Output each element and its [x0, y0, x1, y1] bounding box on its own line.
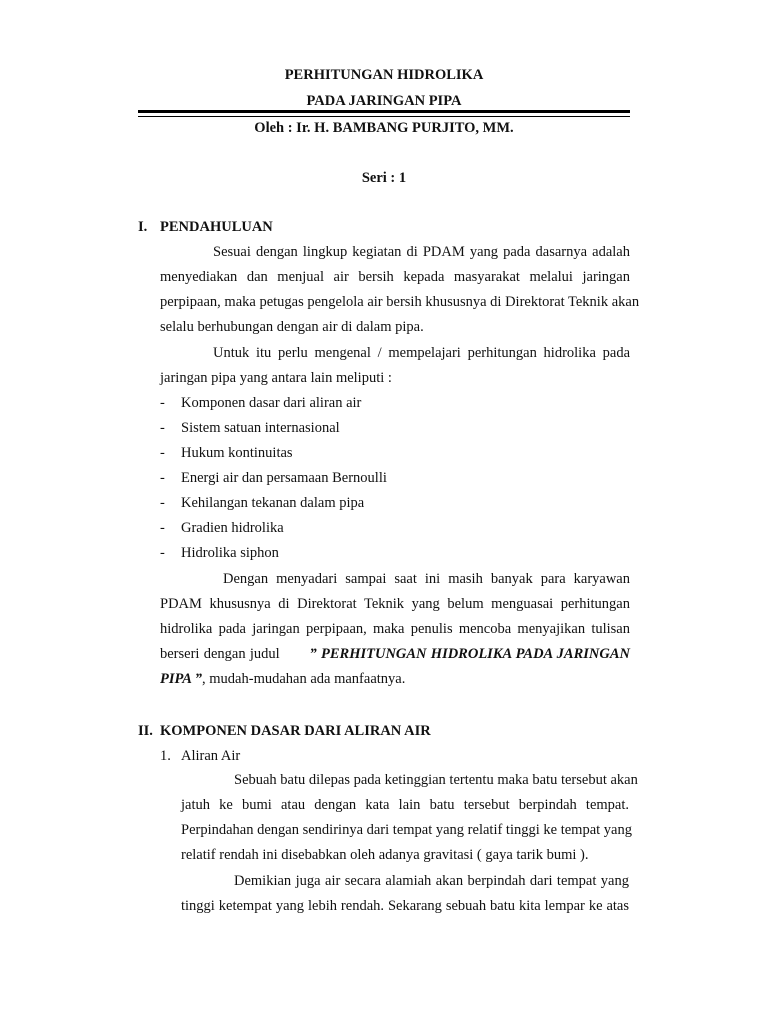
list-item: - Sistem satuan internasional [160, 420, 340, 436]
series-label: Seri : 1 [361, 170, 407, 186]
title-rule-thin [138, 116, 630, 117]
list-item: - Gradien hidrolika [160, 520, 284, 536]
paragraph-line: Demikian juga air secara alamiah akan berpindah dari tempat yang [234, 873, 629, 889]
paragraph-line: relatif rendah ini disebabkan oleh adanya gravitasi ( gaya tarik bumi ). [181, 847, 589, 863]
subsection-1-title: Aliran Air [181, 748, 241, 764]
title-rule-thick [138, 110, 630, 113]
document-title-line1: PERHITUNGAN HIDROLIKA [284, 67, 484, 83]
section-2-number: II. [138, 723, 153, 739]
paragraph-line: jaringan pipa yang antara lain meliputi : [160, 370, 392, 386]
paragraph-line: selalu berhubungan dengan air di dalam pipa. [160, 319, 424, 335]
list-item: - Energi air dan persamaan Bernoulli [160, 470, 387, 486]
paragraph-line: Perpindahan dengan sendirinya dari tempat yang relatif tinggi ke tempat yang [181, 822, 632, 838]
subsection-1-number: 1. [160, 748, 171, 764]
author-line: Oleh : Ir. H. BAMBANG PURJITO, MM. [254, 120, 514, 136]
paragraph-line: perpipaan, maka petugas pengelola air bersih khususnya di Direktorat Teknik akan [160, 294, 640, 310]
paragraph-line: Sebuah batu dilepas pada ketinggian tertentu maka batu tersebut akan [234, 772, 638, 788]
paragraph-text: , mudah-mudahan ada manfaatnya. [202, 671, 406, 687]
paragraph-line: PDAM khususnya di Direktorat Teknik yang belum menguasai perhitungan [160, 596, 630, 612]
document-title-line2: PADA JARINGAN PIPA [306, 93, 462, 109]
section-1-number: I. [138, 219, 148, 235]
paragraph-line: jatuh ke bumi atau dengan kata lain batu tersebut berpindah tempat. [181, 797, 629, 813]
list-item: - Kehilangan tekanan dalam pipa [160, 495, 365, 511]
document-title-quote: ” PERHITUNGAN HIDROLIKA PADA JARINGAN [309, 646, 631, 662]
section-1-paragraph-3 [160, 567, 630, 692]
paragraph-line: menyediakan dan menjual air bersih kepada masyarakat melalui jaringan [160, 269, 630, 285]
topic-list [160, 391, 387, 566]
section-1-heading [138, 219, 273, 236]
list-item: - Komponen dasar dari aliran air [160, 395, 362, 411]
paragraph-line: hidrolika pada jaringan perpipaan, maka penulis mencoba menyajikan tulisan [160, 621, 630, 637]
paragraph-text: berseri dengan judul [160, 646, 280, 662]
paragraph-line: Untuk itu perlu mengenal / mempelajari perhitungan hidrolika pada [213, 345, 630, 361]
paragraph-line: Sesuai dengan lingkup kegiatan di PDAM yang pada dasarnya adalah [213, 244, 630, 260]
list-item: - Hidrolika siphon [160, 545, 279, 561]
section-2-paragraph-1 [181, 768, 638, 868]
section-2-paragraph-2 [181, 869, 629, 919]
section-2-title: KOMPONEN DASAR DARI ALIRAN AIR [160, 723, 431, 739]
section-1-paragraph-1 [160, 240, 640, 340]
document-title-quote-end: PIPA ” [160, 671, 203, 687]
section-2-heading [138, 723, 431, 740]
paragraph-line [160, 642, 630, 667]
subsection-1-heading [160, 748, 240, 765]
section-1-paragraph-2 [160, 341, 630, 391]
list-item: - Hukum kontinuitas [160, 445, 293, 461]
paragraph-line: tinggi ketempat yang lebih rendah. Sekarang sebuah batu kita lempar ke atas [181, 898, 629, 914]
paragraph-line: Dengan menyadari sampai saat ini masih banyak para karyawan [223, 571, 630, 587]
paragraph-line [160, 667, 630, 692]
section-1-title: PENDAHULUAN [160, 219, 273, 235]
